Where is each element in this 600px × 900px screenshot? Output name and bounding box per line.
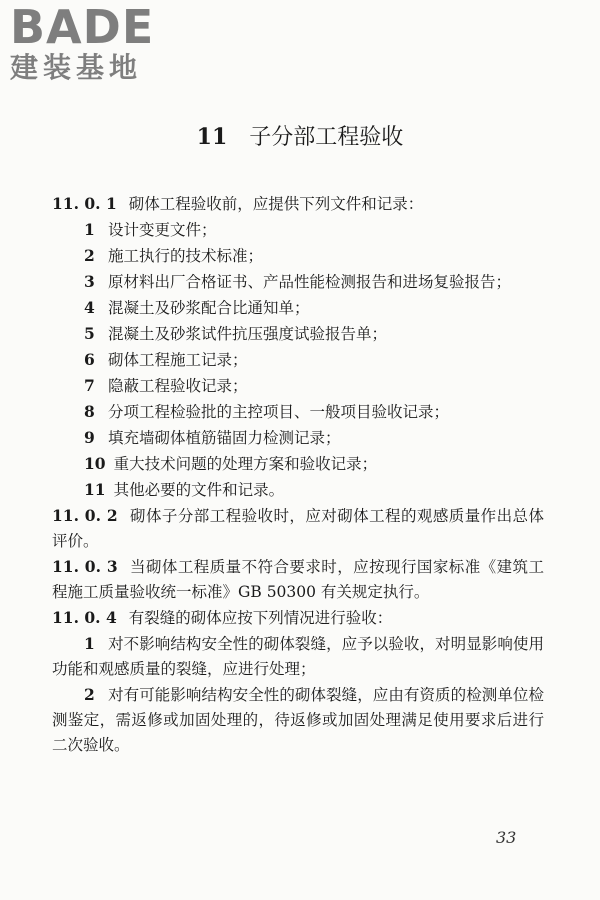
list-item [52,217,544,243]
clause-number: 11. 0. 3 [52,557,118,576]
item-index: 8 [84,402,95,421]
item-text: 砌体工程施工记录； [108,351,248,369]
list-item [52,477,544,503]
item-text: 对有可能影响结构安全性的砌体裂缝，应由有资质的检测单位检测鉴定，需返修或加固处理的，待返修或加固处理满足使用要求后进行二次验收。 [52,686,544,754]
list-item [52,631,544,682]
document-body [52,191,544,758]
list-item [52,425,544,451]
item-text: 其他必要的文件和记录。 [113,481,285,499]
list-item [52,682,544,758]
item-index: 2 [84,685,95,704]
clause-number: 11. 0. 1 [52,194,117,213]
item-text: 重大技术问题的处理方案和验收记录； [113,455,378,473]
clause-text: 有裂缝的砌体应按下列情况进行验收： [128,609,393,627]
item-index: 9 [84,428,95,447]
list-item [52,321,544,347]
item-text: 混凝土及砂浆试件抗压强度试验报告单； [108,325,388,343]
chapter-title: 子分部工程验收 [249,125,404,150]
list-item [52,373,544,399]
list-item [52,243,544,269]
item-index: 2 [84,246,95,265]
clause-11-0-4 [52,605,544,631]
item-index: 3 [84,272,95,291]
clause-11-0-3 [52,554,544,605]
list-item [52,399,544,425]
clause-text: 砌体工程验收前，应提供下列文件和记录： [128,195,424,213]
item-text: 施工执行的技术标准； [108,247,264,265]
clause-11-0-1 [52,191,544,217]
chapter-heading [0,122,600,153]
watermark-logo [10,2,180,84]
item-index: 6 [84,350,95,369]
item-text: 设计变更文件； [108,221,217,239]
clause-text: 当砌体工程质量不符合要求时，应按现行国家标准《建筑工程施工质量验收统一标准》GB 50300 有关规定执行。 [52,558,544,601]
item-index: 1 [84,634,95,653]
watermark-subtitle: 建装基地 [10,51,143,84]
list-item [52,451,544,477]
item-index: 10 [84,454,106,473]
clause-text: 砌体子分部工程验收时，应对砌体工程的观感质量作出总体评价。 [52,507,544,550]
item-index: 11 [84,480,106,499]
page-number: 33 [496,828,517,847]
item-index: 1 [84,220,95,239]
watermark-brand: BADE [10,0,155,54]
item-text: 填充墙砌体植筋锚固力检测记录； [108,429,341,447]
item-text: 分项工程检验批的主控项目、一般项目验收记录； [108,403,450,421]
clause-number: 11. 0. 4 [52,608,117,627]
item-text: 混凝土及砂浆配合比通知单； [108,299,310,317]
item-text: 原材料出厂合格证书、产品性能检测报告和进场复验报告； [108,273,512,291]
list-item [52,295,544,321]
chapter-number: 11 [196,124,228,150]
list-item [52,269,544,295]
item-index: 5 [84,324,95,343]
item-index: 7 [84,376,95,395]
clause-11-0-2 [52,503,544,554]
item-text: 隐蔽工程验收记录； [108,377,248,395]
list-item [52,347,544,373]
item-text: 对不影响结构安全性的砌体裂缝，应予以验收，对明显影响使用功能和观感质量的裂缝，应进行处理； [52,635,544,678]
item-index: 4 [84,298,95,317]
clause-number: 11. 0. 2 [52,506,118,525]
